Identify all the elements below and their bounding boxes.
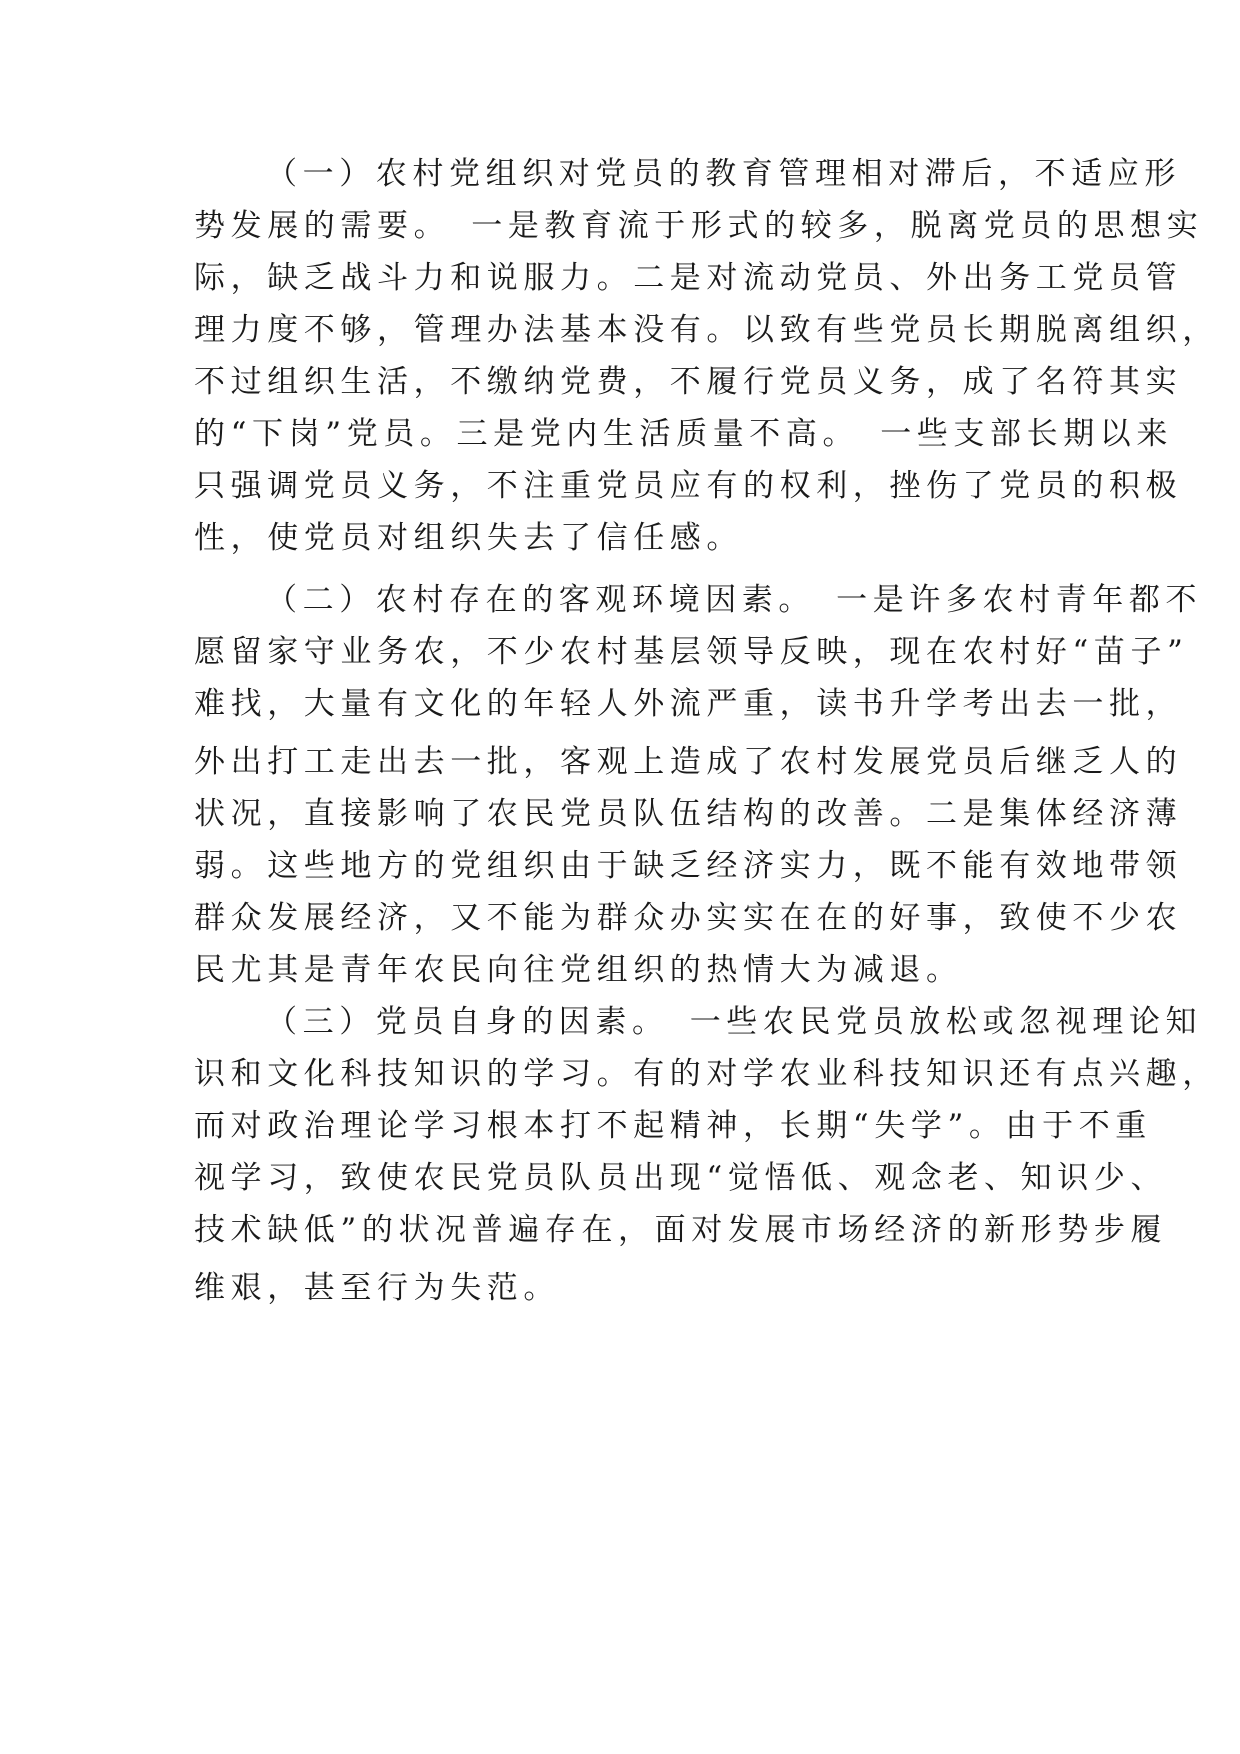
text-line: 只强调党员义务，不注重党员应有的权利，挫伤了党员的积极 bbox=[194, 468, 1183, 504]
paragraph-member-own-factors bbox=[194, 996, 1219, 1314]
text-line: 难找，大量有文化的年轻人外流严重，读书升学考出去一批， bbox=[194, 686, 1183, 722]
paragraph-rural-party-education bbox=[194, 148, 1219, 564]
text-line: 民尤其是青年农民向往党组织的热情大为减退。 bbox=[194, 952, 963, 988]
text-line: 不过组织生活，不缴纳党费，不履行党员义务，成了名符其实 bbox=[194, 364, 1183, 400]
text-line: 外出打工走出去一批，客观上造成了农村发展党员后继乏人的 bbox=[194, 744, 1183, 780]
text-line: 性，使党员对组织失去了信任感。 bbox=[194, 520, 743, 556]
text-line: 势发展的需要。 一是教育流于形式的较多，脱离党员的思想实 bbox=[194, 208, 1204, 244]
text-line: 技术缺低”的状况普遍存在，面对发展市场经济的新形势步履 bbox=[194, 1212, 1168, 1248]
text-line: 维艰，甚至行为失范。 bbox=[194, 1270, 560, 1306]
text-line: 群众发展经济，又不能为群众办实实在在的好事，致使不少农 bbox=[194, 900, 1183, 936]
text-line: （三）党员自身的因素。 一些农民党员放松或忽视理论知 bbox=[266, 1004, 1203, 1040]
text-line: （二）农村存在的客观环境因素。 一是许多农村青年都不 bbox=[266, 582, 1203, 618]
text-line: 理力度不够，管理办法基本没有。以致有些党员长期脱离组织， bbox=[194, 312, 1219, 348]
text-line: 弱。这些地方的党组织由于缺乏经济实力，既不能有效地带领 bbox=[194, 848, 1183, 884]
paragraph-objective-environment bbox=[194, 574, 1203, 996]
text-line: （一）农村党组织对党员的教育管理相对滞后，不适应形 bbox=[266, 156, 1181, 192]
text-line: 状况，直接影响了农民党员队伍结构的改善。二是集体经济薄 bbox=[194, 796, 1183, 832]
text-line: 视学习，致使农民党员队员出现“觉悟低、观念老、知识少、 bbox=[194, 1160, 1168, 1196]
text-line: 而对政治理论学习根本打不起精神，长期“失学”。由于不重 bbox=[194, 1108, 1152, 1144]
text-line: 的“下岗”党员。三是党内生活质量不高。 一些支部长期以来 bbox=[194, 416, 1173, 452]
text-line: 识和文化科技知识的学习。有的对学农业科技知识还有点兴趣， bbox=[194, 1056, 1219, 1092]
text-line: 际，缺乏战斗力和说服力。二是对流动党员、外出务工党员管 bbox=[194, 260, 1183, 296]
text-line: 愿留家守业务农，不少农村基层领导反映，现在农村好“苗子” bbox=[194, 634, 1189, 670]
